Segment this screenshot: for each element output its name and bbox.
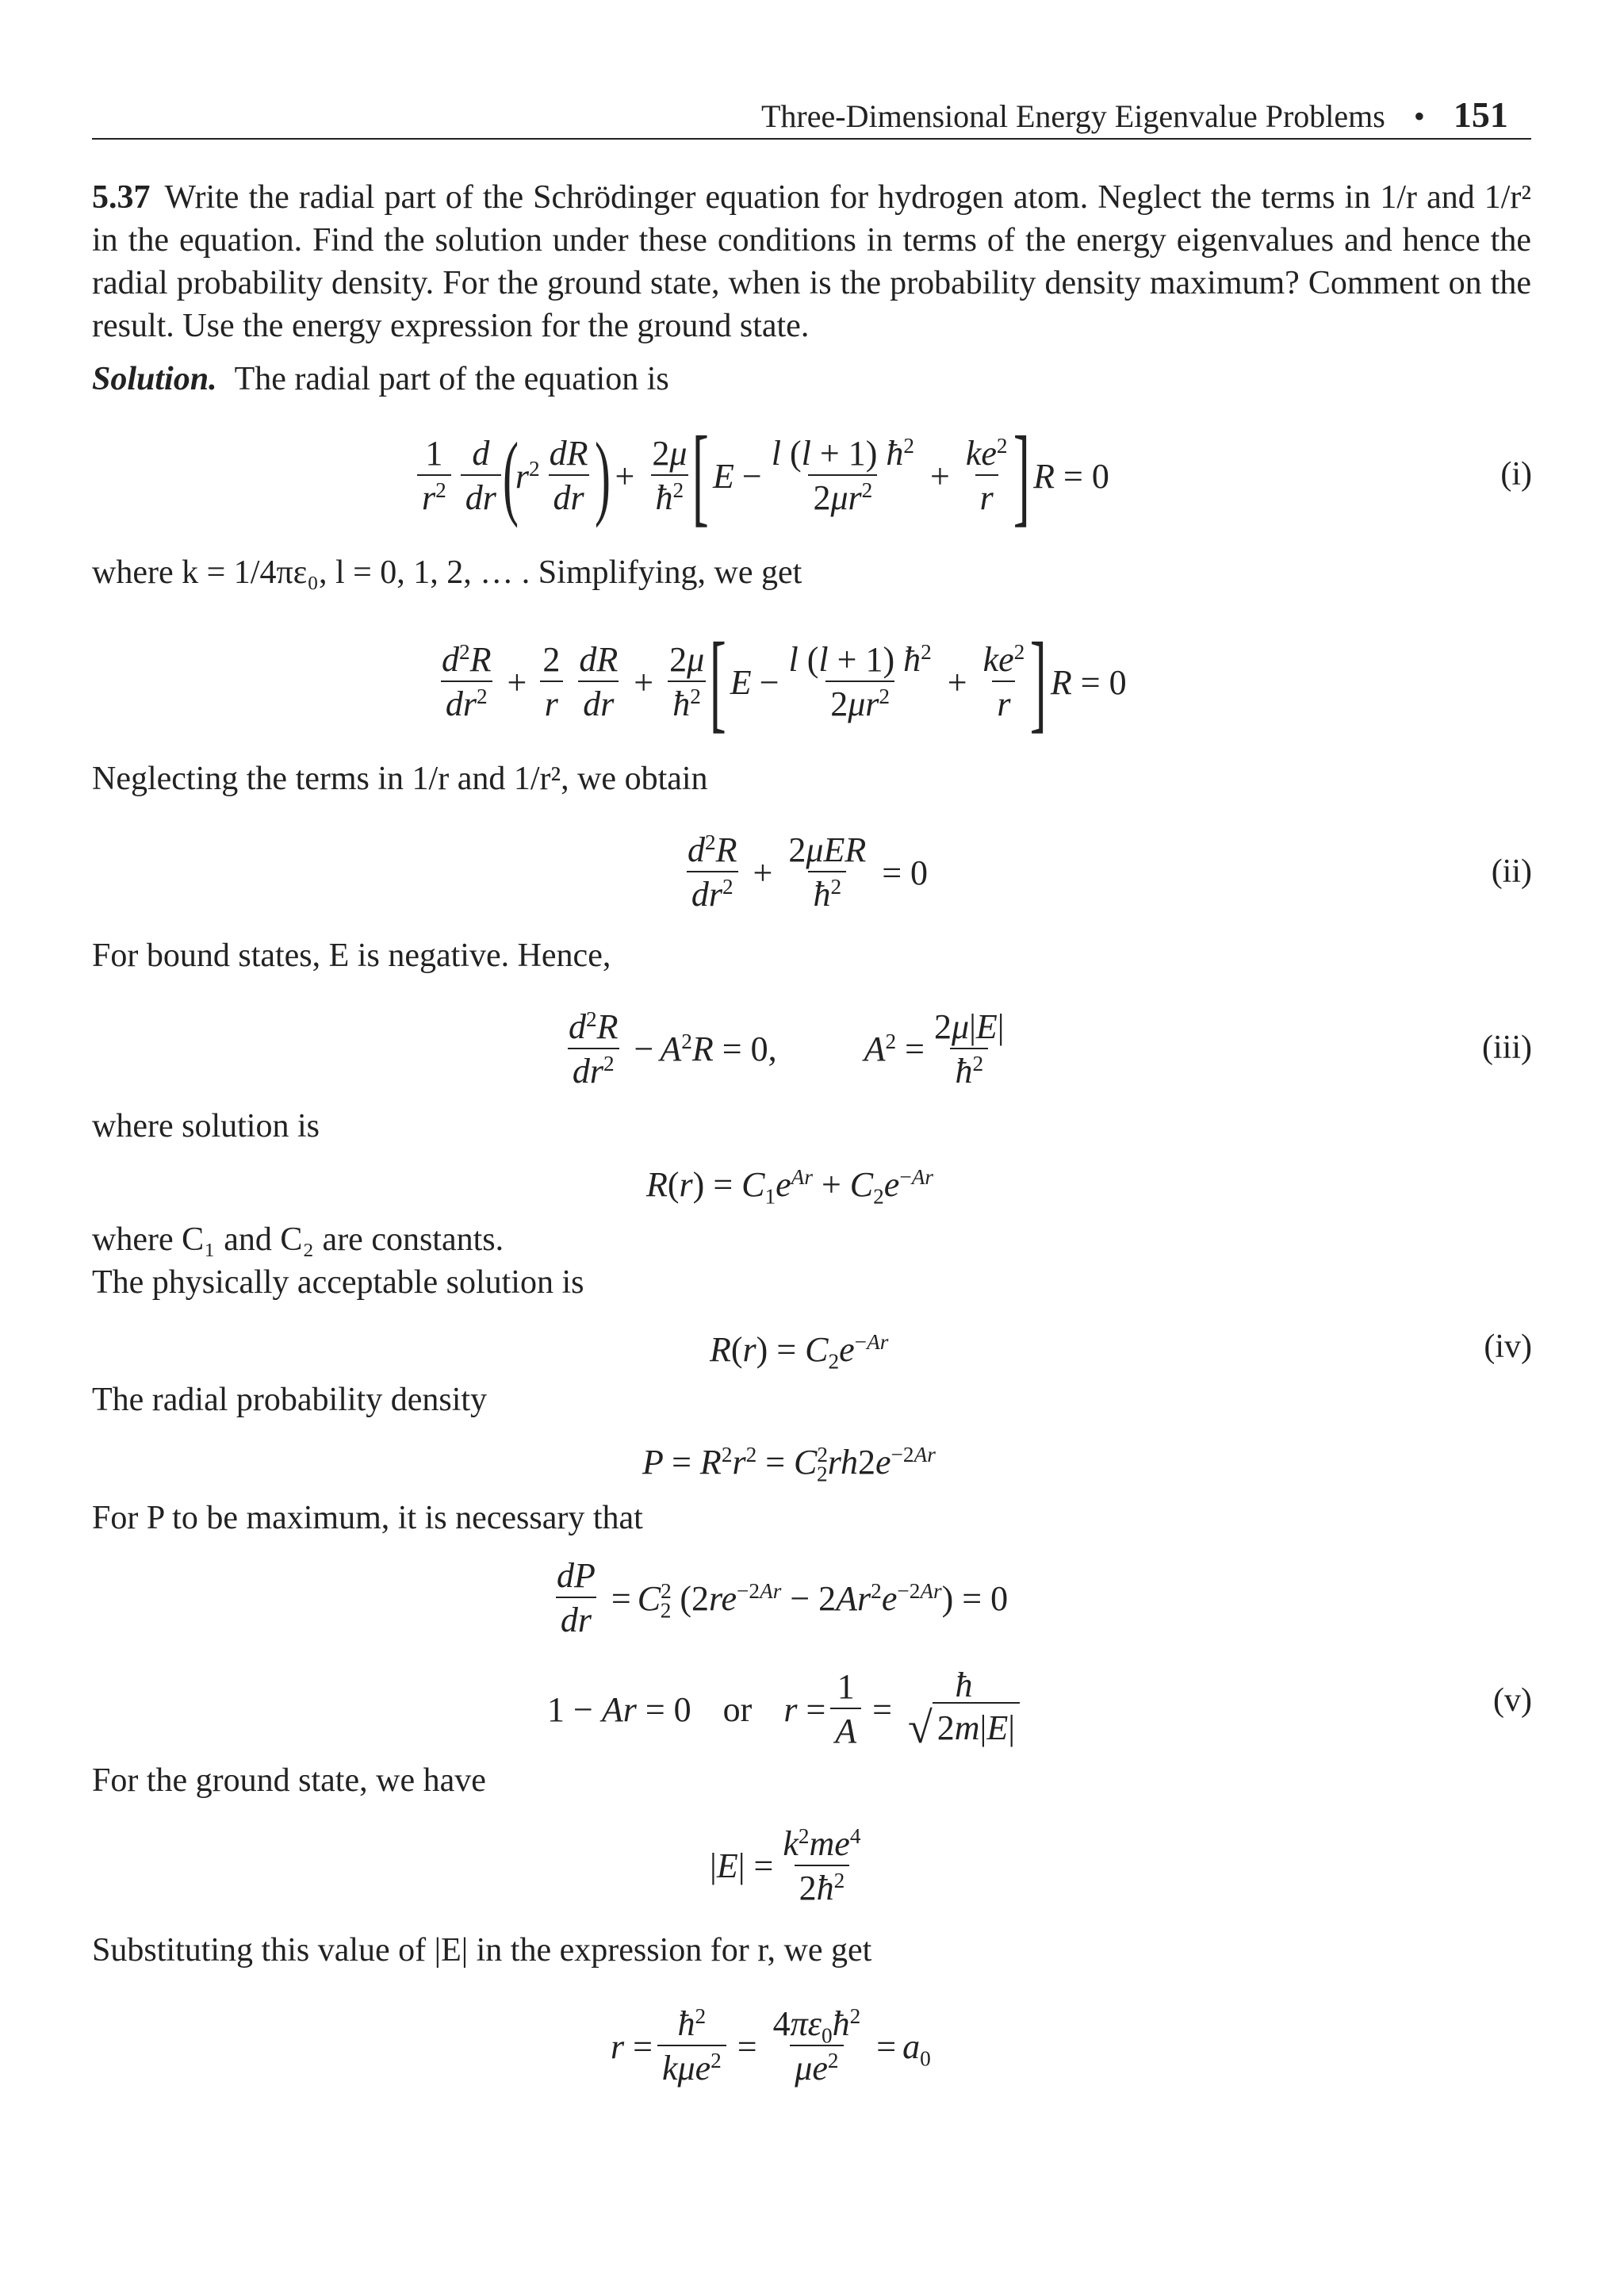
maximum-text: For P to be maximum, it is necessary that	[92, 1500, 643, 1536]
problem-number: 5.37	[92, 179, 151, 216]
equation-number-v: (v)	[1493, 1682, 1532, 1719]
equation-derivative: $\frac{dP}{dr}$ = $C^2_2$ $(2re^{-2Ar} - 2Ar^2e^{-2Ar}) = 0$	[557, 1556, 1009, 1639]
running-title: Three-Dimensional Energy Eigenvalue Problems	[761, 98, 1385, 134]
solution-intro-text: The radial part of the equation is	[234, 361, 669, 397]
solution-label: Solution.	[92, 361, 217, 397]
equation-number-iv: (iv)	[1484, 1328, 1532, 1365]
solution-intro	[92, 358, 669, 401]
ground-state-text: For the ground state, we have	[92, 1762, 486, 1799]
constants-text: where C₁ and C₂ are constants.	[92, 1221, 504, 1258]
equation-ii: $\frac{d^2R}{dr^2}$ + $\frac{\text{2μER}}{ħ^2}$ = 0	[688, 830, 929, 914]
substituting-text: Substituting this value of |E| in the expression for r, we get	[92, 1932, 872, 1969]
radial-density-text: The radial probability density	[92, 1382, 488, 1418]
where-solution-text: where solution is	[92, 1108, 320, 1144]
equation-v: 1 − Ar = 0 or r = $\frac{1}{A}$ = ħ √ 2m|E|	[547, 1654, 1029, 1765]
equation-number-iii: (iii)	[1482, 1029, 1532, 1066]
problem-text: Write the radial part of the Schrödinger equation for hydrogen atom. Neglect the terms in 1/r and 1/r² in the equation. Find the solution under these conditions in terms of the energy eigenvalues and hence the radial probability density. For the ground state, when is the probability density maximum? Comment on the result. Use the energy expression for the ground state.	[92, 179, 1531, 344]
problem-statement	[92, 176, 1531, 347]
equation-iv: $R(r) = C_2e^{-Ar}$	[710, 1329, 889, 1374]
header-bullet: •	[1413, 98, 1425, 134]
equation-ground-energy: |E| = $\frac{k^2me^4}{2ħ^2}$	[710, 1823, 861, 1907]
equation-number-ii: (ii)	[1491, 853, 1532, 890]
equation-bohr-radius: r = $\frac{ħ^2}{k\mu e^2}$ = $\frac{4\pi\varepsilon_0ħ^2}{\mu e^2}$ = $a_0$	[611, 2004, 931, 2088]
where-k-text: where k = 1/4πε₀, l = 0, 1, 2, … . Simplifying, we get	[92, 554, 802, 591]
equation-simplified: $\frac{d^2R}{dr^2}$ + $\frac{2}{r}$ $\frac{dR}{dr}$ + $\frac{2\mu}{ħ^2}$ [ E − $\frac{l (l + 1) ħ^2}{2\mu r^2}$ + $\frac{ke^2}{r}$ ] R = 0	[442, 620, 1127, 743]
page-number: 151	[1453, 94, 1508, 135]
acceptable-text: The physically acceptable solution is	[92, 1264, 584, 1301]
equation-probability-density: $P = R^2r^2 = C^2_2rh2e^{-2Ar}$	[642, 1442, 936, 1486]
equation-i: $\frac{1}{r^2}$ $\frac{d}{dr}$ ( $r^2$ $\frac{dR}{dr}$ ) + $\frac{2\mu}{ħ^2}$ [ E − $\frac{l (l + 1) ħ^2}{2\mu r^2}$ + $\frac{ke^2}{r}$ ] R = 0	[412, 412, 1109, 539]
header-rule	[92, 138, 1531, 140]
equation-iii: $\frac{d^2R}{dr^2}$ − $A^2R = 0$, $A^2$ = $\frac{2\mu|E|}{ħ^2}$	[569, 1006, 1005, 1091]
equation-number-i: (i)	[1500, 456, 1532, 493]
equation-general-solution: $R(r) = C_1e^{Ar} + C_2e^{-Ar}$	[646, 1164, 933, 1209]
neglecting-text: Neglecting the terms in 1/r and 1/r², we obtain	[92, 761, 708, 797]
running-header	[761, 94, 1508, 136]
bound-states-text: For bound states, E is negative. Hence,	[92, 937, 611, 974]
